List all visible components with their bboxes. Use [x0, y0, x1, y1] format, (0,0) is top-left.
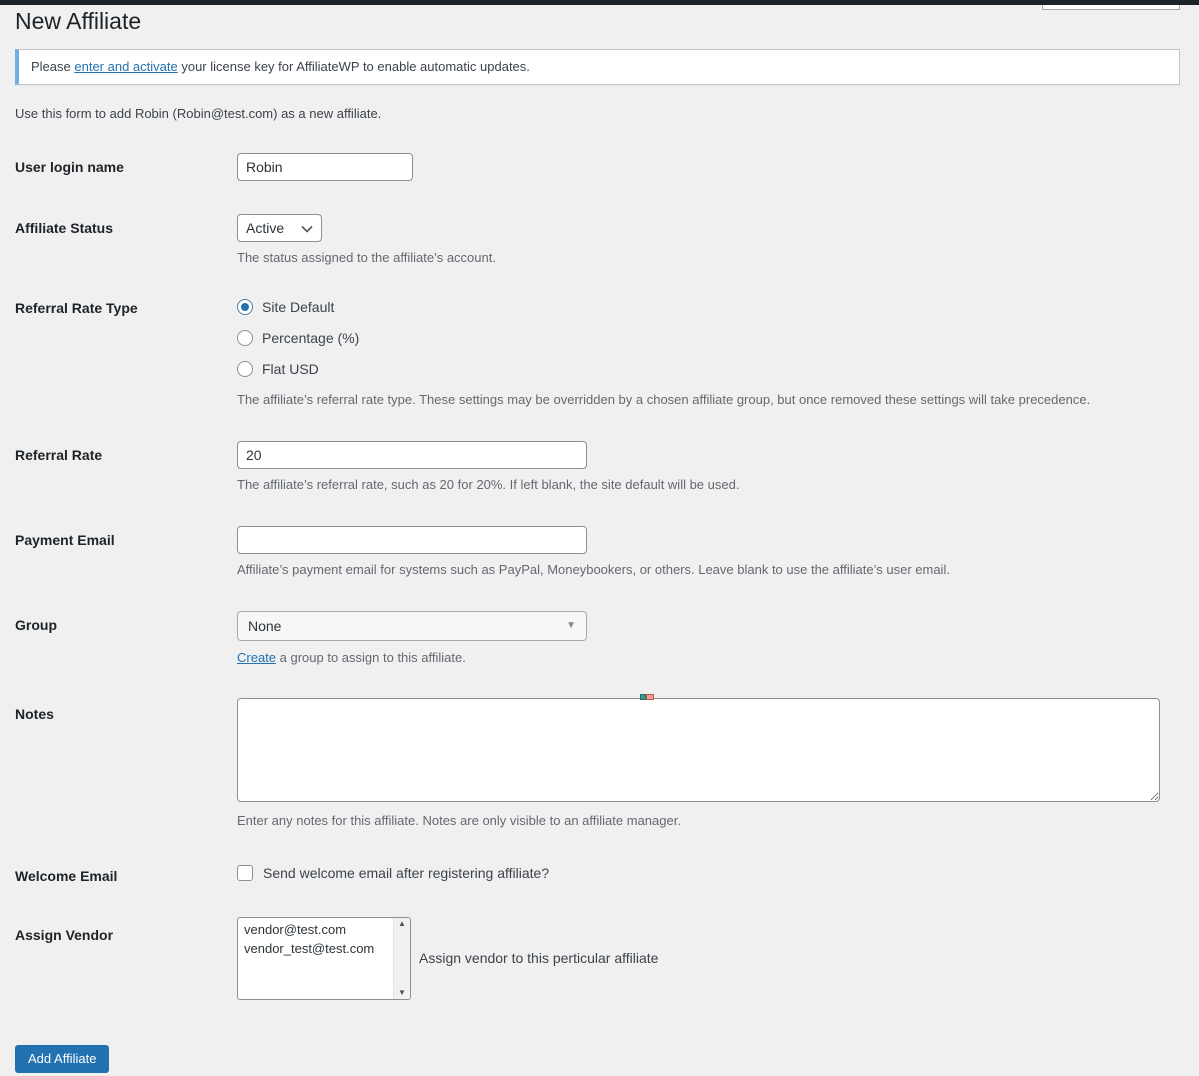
submit-row — [15, 1045, 1180, 1073]
radio-icon[interactable] — [237, 361, 253, 377]
user-login-label: User login name — [15, 158, 124, 175]
group-select[interactable] — [237, 611, 587, 641]
user-login-input[interactable] — [237, 153, 413, 181]
row-affiliate-status — [15, 214, 1180, 266]
radio-option-percentage[interactable] — [237, 330, 1180, 346]
notice-text-pre: Please — [31, 59, 75, 75]
affiliate-status-label: Affiliate Status — [15, 219, 114, 236]
notes-textarea[interactable] — [237, 698, 1160, 802]
enter-activate-link[interactable]: enter and activate — [74, 59, 178, 75]
radio-label: Percentage (%) — [262, 329, 360, 346]
create-group-text: a group to assign to this affiliate. — [276, 649, 466, 665]
group-label: Group — [15, 616, 57, 633]
license-notice — [15, 49, 1180, 85]
notice-text-post: your license key for AffiliateWP to enable automatic updates. — [177, 59, 530, 75]
referral-rate-type-description: The affiliate’s referral rate type. These settings may be overridden by a chosen affiliate group, but once removed these settings will take precedence. — [237, 391, 1091, 407]
scroll-down-icon[interactable]: ▼ — [398, 987, 406, 997]
welcome-email-checkbox-label: Send welcome email after registering affiliate? — [263, 864, 550, 881]
row-group — [15, 611, 1180, 665]
checkbox-icon[interactable] — [237, 865, 253, 881]
affiliate-status-value: Active — [246, 219, 285, 236]
intro-text: Use this form to add Robin (Robin@test.com) as a new affiliate. — [15, 105, 382, 121]
row-notes — [15, 698, 1180, 829]
chevron-down-icon — [293, 220, 313, 236]
radio-icon[interactable] — [237, 299, 253, 315]
payment-email-description: Affiliate’s payment email for systems such as PayPal, Moneybookers, or others. Leave blank to use the affiliate’s user email. — [237, 561, 950, 577]
vendor-option[interactable]: vendor@test.com — [244, 921, 347, 937]
referral-rate-label: Referral Rate — [15, 446, 103, 463]
group-select-value: None — [248, 617, 282, 634]
row-user-login — [15, 153, 1180, 181]
row-referral-rate — [15, 441, 1180, 493]
row-assign-vendor — [15, 917, 1180, 1000]
assign-vendor-description: Assign vendor to this perticular affiliate — [419, 950, 659, 967]
radio-icon[interactable] — [237, 330, 253, 346]
radio-option-flat-usd[interactable] — [237, 361, 1180, 377]
notes-description: Enter any notes for this affiliate. Notes are only visible to an affiliate manager. — [237, 812, 681, 828]
referral-rate-input[interactable] — [237, 441, 587, 469]
admin-bar — [0, 0, 1199, 5]
create-group-link[interactable]: Create — [237, 649, 277, 665]
payment-email-input[interactable] — [237, 526, 587, 554]
dropdown-arrow-icon: ▼ — [566, 620, 576, 632]
row-referral-rate-type — [15, 299, 1180, 408]
page-title: New Affiliate — [15, 8, 142, 34]
referral-rate-description: The affiliate’s referral rate, such as 20 for 20%. If left blank, the site default will be used. — [237, 476, 740, 492]
row-welcome-email — [15, 862, 1180, 884]
radio-option-site-default[interactable] — [237, 299, 1180, 315]
cursor-artifact — [640, 694, 654, 700]
radio-label: Flat USD — [262, 360, 319, 377]
row-payment-email — [15, 526, 1180, 578]
referral-rate-type-label: Referral Rate Type — [15, 299, 138, 316]
radio-label: Site Default — [262, 298, 335, 315]
assign-vendor-label: Assign Vendor — [15, 926, 114, 943]
group-create-line — [237, 650, 1180, 665]
add-affiliate-button[interactable]: Add Affiliate — [15, 1045, 109, 1073]
affiliate-status-select[interactable] — [237, 214, 322, 242]
vendor-option[interactable]: vendor_test@test.com — [244, 940, 375, 956]
notes-label: Notes — [15, 705, 54, 722]
new-affiliate-form — [15, 153, 1180, 1073]
welcome-email-option[interactable] — [237, 862, 1180, 881]
listbox-scrollbar[interactable] — [393, 918, 410, 999]
payment-email-label: Payment Email — [15, 531, 115, 548]
scroll-up-icon[interactable]: ▲ — [398, 918, 406, 928]
welcome-email-label: Welcome Email — [15, 867, 118, 884]
affiliate-status-description: The status assigned to the affiliate’s account. — [237, 249, 496, 265]
assign-vendor-listbox[interactable] — [237, 917, 411, 1000]
